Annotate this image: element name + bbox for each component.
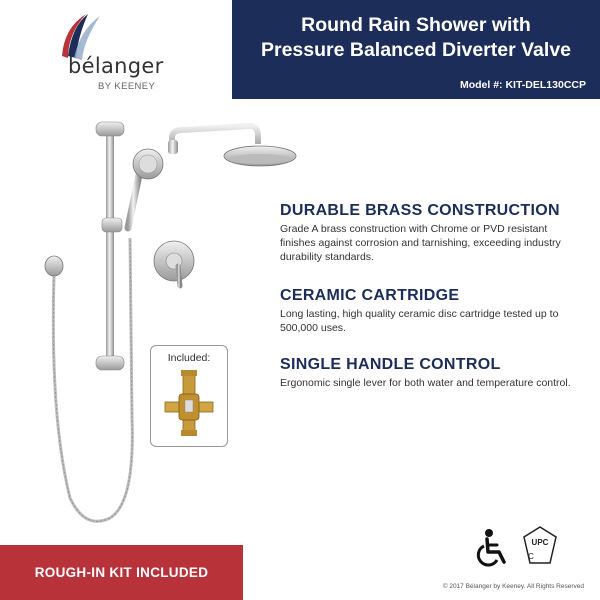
feature-title-cartridge: CERAMIC CARTRIDGE (280, 287, 460, 304)
upc-cert-icon (522, 525, 558, 567)
title-line-2: Pressure Balanced Diverter Valve (260, 39, 572, 61)
title-box (232, 0, 600, 99)
included-box (150, 345, 228, 447)
rough-in-banner: ROUGH-IN KIT INCLUDED (0, 545, 243, 600)
feature-desc-handle: Ergonomic single lever for both water and temperature control. (280, 377, 571, 389)
csa-mark: C (528, 552, 534, 561)
upc-mark: UPC (531, 538, 549, 547)
brand-subtitle: BY KEENEY (98, 81, 156, 92)
feature-title-handle: SINGLE HANDLE CONTROL (280, 356, 501, 373)
feature-desc-cartridge: Long lasting, high quality ceramic disc cartridge tested up to 500,000 uses. (280, 308, 559, 334)
feature-desc-brass: Grade A brass construction with Chrome or PVD resistant finishes against corrosion and tarnishing, exceeding industry durability standards. (280, 223, 561, 263)
included-label: Included: (167, 352, 211, 364)
rough-in-valve-icon (159, 366, 219, 441)
model-number: Model #: KIT-DEL130CCP (459, 79, 586, 91)
wheelchair-accessible-icon (475, 528, 509, 568)
copyright: © 2017 Bélanger by Keeney. All Rights Reserved (442, 583, 584, 590)
brand-name: bélanger (68, 54, 164, 78)
feature-title-brass: DURABLE BRASS CONSTRUCTION (280, 202, 560, 219)
title-line-1: Round Rain Shower with (301, 14, 531, 36)
